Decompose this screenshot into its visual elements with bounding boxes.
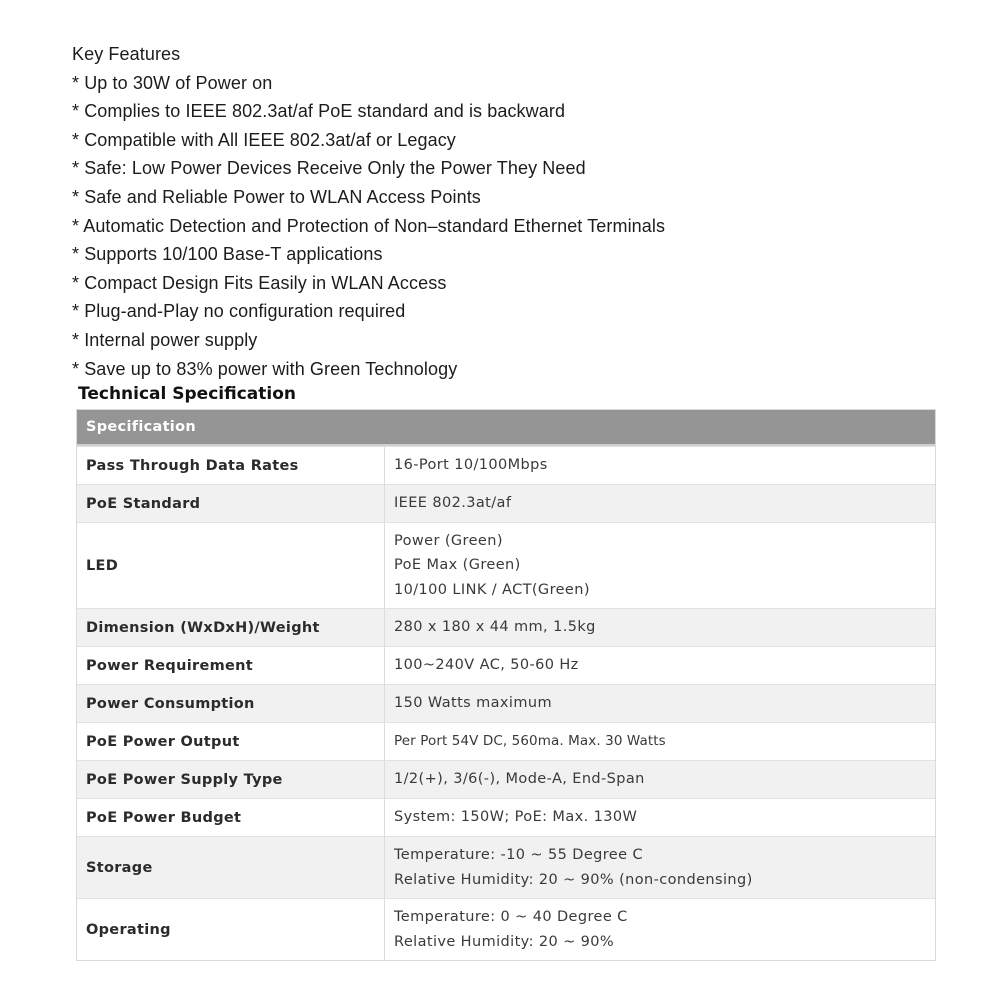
spec-row-label: Dimension (WxDxH)/Weight: [77, 609, 385, 646]
spec-row-label: Operating: [77, 899, 385, 960]
spec-row-led: [77, 522, 935, 608]
spec-value-line: 100~240V AC, 50-60 Hz: [394, 657, 579, 674]
spec-row-power-consumption: [77, 684, 935, 722]
spec-row-value: [385, 447, 935, 484]
feature-item: * Supports 10/100 Base-T applications: [72, 244, 383, 265]
spec-row-value: [385, 723, 935, 760]
spec-value-line: PoE Max (Green): [394, 557, 521, 574]
spec-row-value: [385, 647, 935, 684]
feature-item: * Compact Design Fits Easily in WLAN Access: [72, 272, 447, 293]
spec-row-value: [385, 609, 935, 646]
spec-row-power-requirement: [77, 646, 935, 684]
spec-value-line: System: 150W; PoE: Max. 130W: [394, 809, 638, 826]
spec-row-label: Power Requirement: [77, 647, 385, 684]
spec-value-line: 280 x 180 x 44 mm, 1.5kg: [394, 619, 596, 636]
spec-row-label: PoE Power Output: [77, 723, 385, 760]
spec-row-poe-power-budget: [77, 798, 935, 836]
spec-row-label: PoE Power Supply Type: [77, 761, 385, 798]
feature-item: * Internal power supply: [72, 329, 258, 350]
spec-row-poe-power-output: [77, 722, 935, 760]
spec-row-value: [385, 761, 935, 798]
spec-value-line: Power (Green): [394, 532, 503, 549]
spec-row-label: Power Consumption: [77, 685, 385, 722]
spec-row-value: [385, 685, 935, 722]
key-features-heading: Key Features: [72, 44, 181, 64]
feature-item: * Plug-and-Play no configuration required: [72, 301, 406, 322]
spec-row-value: [385, 799, 935, 836]
spec-value-line: Relative Humidity: 20 ~ 90% (non-condensing): [394, 871, 753, 888]
spec-row-label: PoE Power Budget: [77, 799, 385, 836]
feature-item: * Safe: Low Power Devices Receive Only the Power They Need: [72, 158, 586, 179]
spec-row-value: [385, 837, 935, 898]
specification-table-header: Specification: [77, 410, 935, 446]
feature-item: * Save up to 83% power with Green Technology: [72, 358, 458, 379]
spec-row-poe-standard: [77, 484, 935, 522]
feature-item: * Safe and Reliable Power to WLAN Access Points: [72, 186, 481, 207]
specification-table: [76, 409, 936, 961]
feature-item: * Up to 30W of Power on: [72, 72, 273, 93]
spec-value-line: 16-Port 10/100Mbps: [394, 457, 548, 474]
spec-value-line: 1/2(+), 3/6(-), Mode-A, End-Span: [394, 771, 645, 788]
key-features-section: [72, 40, 952, 383]
spec-value-line: 150 Watts maximum: [394, 695, 552, 712]
spec-row-dimension-weight: [77, 608, 935, 646]
spec-row-label: PoE Standard: [77, 485, 385, 522]
spec-row-label: Pass Through Data Rates: [77, 447, 385, 484]
feature-item: * Compatible with All IEEE 802.3at/af or Legacy: [72, 129, 456, 150]
spec-row-value: [385, 523, 935, 608]
spec-row-label: Storage: [77, 837, 385, 898]
spec-row-operating: [77, 898, 935, 960]
spec-row-storage: [77, 836, 935, 898]
spec-row-pass-through-data-rates: [77, 446, 935, 484]
spec-row-label: LED: [77, 523, 385, 608]
spec-value-line: Relative Humidity: 20 ~ 90%: [394, 933, 615, 950]
spec-row-value: [385, 485, 935, 522]
spec-value-line: Temperature: -10 ~ 55 Degree C: [394, 847, 643, 863]
spec-value-line: 10/100 LINK / ACT(Green): [394, 581, 590, 598]
spec-value-line: IEEE 802.3at/af: [394, 495, 512, 512]
spec-value-line: Per Port 54V DC, 560ma. Max. 30 Watts: [394, 733, 666, 750]
spec-row-poe-power-supply-type: [77, 760, 935, 798]
spec-value-line: Temperature: 0 ~ 40 Degree C: [394, 909, 628, 925]
spec-row-value: [385, 899, 935, 960]
technical-specification-heading: Technical Specification: [78, 384, 297, 404]
feature-item: * Automatic Detection and Protection of Non–standard Ethernet Terminals: [72, 215, 666, 236]
feature-item: * Complies to IEEE 802.3at/af PoE standard and is backward: [72, 101, 566, 122]
